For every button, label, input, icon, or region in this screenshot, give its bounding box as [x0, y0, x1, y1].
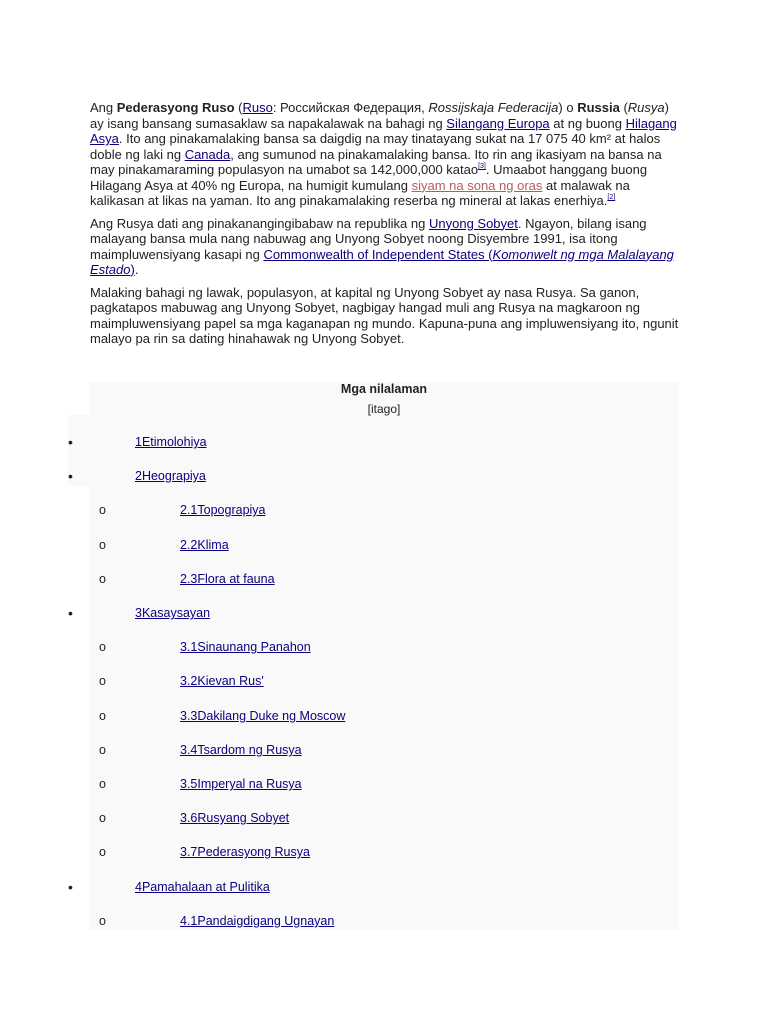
footnote-3[interactable]	[478, 163, 486, 170]
text: (	[234, 100, 243, 115]
text: (	[619, 100, 628, 115]
toc-title: Mga nilalaman	[340, 382, 428, 396]
circle-bullet-icon: o	[99, 640, 106, 654]
toc-entry[interactable]	[180, 914, 334, 928]
toc-entry[interactable]	[135, 880, 270, 894]
circle-bullet-icon: o	[99, 914, 106, 928]
text: ) o	[558, 100, 578, 115]
footnote-link-2[interactable]: [2]	[607, 194, 616, 201]
bullet-icon: •	[68, 879, 73, 895]
toc-number: 3.7	[180, 845, 198, 859]
circle-bullet-icon: o	[99, 709, 106, 723]
toc-link[interactable]	[135, 435, 207, 449]
toc-number: 1	[135, 435, 142, 449]
link-hilagang-asya[interactable]: Hilagang Asya	[90, 115, 677, 146]
toc-entry[interactable]	[180, 572, 275, 586]
toc-link[interactable]	[135, 880, 270, 894]
toc-label: Imperyal na Rusya	[197, 777, 302, 791]
toc-label: Topograpiya	[197, 503, 266, 517]
circle-bullet-icon: o	[99, 743, 106, 757]
toc-entry[interactable]	[180, 640, 311, 654]
bold-title: Pederasyong Ruso	[116, 100, 235, 115]
text: . Umaabot hanggang buong Hilagang Asya at 40% ng Europa, na humigit kumulang	[90, 162, 648, 193]
toc-link[interactable]	[180, 845, 310, 859]
text: at ng buong	[549, 115, 626, 131]
toc-entry[interactable]	[180, 811, 289, 825]
toc-label: Sinaunang Panahon	[197, 640, 311, 654]
toc-entry[interactable]	[135, 469, 206, 483]
toc-number: 3.6	[180, 811, 198, 825]
italic-rusya: Rusya	[627, 100, 665, 115]
link-canada[interactable]: Canada	[184, 146, 231, 162]
circle-bullet-icon: o	[99, 777, 106, 791]
toc-label: Pederasyong Rusya	[197, 845, 310, 859]
toc-label: Flora at fauna	[197, 572, 275, 586]
toc-number: 4	[135, 880, 142, 894]
toc-link[interactable]	[135, 606, 210, 620]
toc-link[interactable]	[180, 674, 264, 688]
intro-paragraph	[90, 100, 680, 209]
article-body	[90, 100, 680, 354]
toc-entry[interactable]	[180, 503, 266, 517]
footnote-2[interactable]	[607, 194, 615, 201]
toc-entry[interactable]	[180, 743, 302, 757]
text: at malawak na kalikasan at likas na yaman. Ito ang pinakamalaking reserba ng mineral at lakas enerhiya.	[90, 177, 630, 208]
toc-link[interactable]	[180, 709, 345, 723]
bullet-icon: •	[68, 434, 73, 450]
link-text-italic: Komonwelt ng mga Malalayang Estado	[90, 246, 674, 277]
toc-label: Tsardom ng Rusya	[197, 743, 302, 757]
toc-link[interactable]	[180, 777, 302, 791]
toc-label: Pamahalaan at Pulitika	[141, 880, 270, 894]
toc-number: 3.3	[180, 709, 198, 723]
circle-bullet-icon: o	[99, 572, 106, 586]
link-text: Commonwealth of Independent States (	[263, 246, 493, 262]
second-paragraph	[90, 216, 680, 278]
toc-link[interactable]	[180, 503, 266, 517]
toc-number: 2	[135, 469, 142, 483]
toc-label: Pandaigdigang Ugnayan	[197, 914, 335, 928]
toc-number: 3	[135, 606, 142, 620]
italic-name: Rossijskaja Federacija	[428, 100, 559, 115]
toc-label: Heograpiya	[141, 469, 206, 483]
circle-bullet-icon: o	[99, 674, 106, 688]
circle-bullet-icon: o	[99, 503, 106, 517]
footnote-link-3[interactable]: [3]	[478, 163, 486, 170]
text: ) ay isang bansang sumasaklaw sa napakalawak na bahagi ng	[90, 100, 669, 131]
toc-entry[interactable]	[180, 674, 264, 688]
text: .	[134, 262, 139, 277]
link-silangang-europa[interactable]: Silangang Europa	[446, 115, 550, 131]
link-text: )	[130, 262, 135, 277]
toc-link[interactable]	[180, 572, 275, 586]
toc-entry[interactable]	[135, 435, 207, 449]
toc-link[interactable]	[180, 743, 302, 757]
toc-number: 2.3	[180, 572, 198, 586]
toc-label: Kasaysayan	[141, 606, 211, 620]
link-unyong-sobyet[interactable]: Unyong Sobyet	[428, 215, 518, 231]
third-paragraph: Malaking bahagi ng lawak, populasyon, at kapital ng Unyong Sobyet ay nasa Rusya. Sa ganon, pagkatapos mabuwag ang Unyong Sobyet, nagbigay hangad muli ang Rusya na magkaroon ng maimpluwensiyang papel sa mga kaganapan ng mundo. Kapuna-puna ang impluwensiyang ito, ngunit malayo pa rin sa dating hinahawak ng Unyong Sobyet.	[90, 284, 679, 346]
bullet-icon: •	[68, 605, 73, 621]
toc-toggle[interactable]: [itago]	[367, 402, 401, 416]
bold-russia: Russia	[577, 100, 620, 115]
toc-link[interactable]	[180, 538, 229, 552]
link-ruso[interactable]: Ruso	[242, 100, 273, 115]
toc-number: 2.2	[180, 538, 198, 552]
toc-number: 3.2	[180, 674, 198, 688]
text: . Ngayon, bilang isang malayang bansa mula nang nabuwag ang Unyong Sobyet noong Disyembre 1991, isa itong maimpluwensiyang kasapi ng	[90, 215, 647, 262]
toc-entry[interactable]	[180, 538, 229, 552]
toc-number: 4.1	[180, 914, 198, 928]
toc-entry[interactable]	[180, 845, 310, 859]
bullet-icon: •	[68, 468, 73, 484]
text: . Ito ang pinakamalaking bansa sa daigdig na may tinatayang sukat na 17 075 40 km² at halos doble ng laki ng	[90, 131, 661, 162]
text: Ang	[90, 100, 117, 115]
circle-bullet-icon: o	[99, 811, 106, 825]
toc-number: 3.1	[180, 640, 198, 654]
text: : Российская Федерация,	[272, 100, 429, 115]
text: , ang sumunod na pinakamalaking bansa. Ito rin ang ikasiyam na bansa na may pinakamaraming populasyon na umabot sa 142,000,000 katao	[90, 146, 662, 177]
circle-bullet-icon: o	[99, 538, 106, 552]
toc-link[interactable]	[135, 469, 206, 483]
toc-label: Dakilang Duke ng Moscow	[197, 709, 346, 723]
circle-bullet-icon: o	[99, 845, 106, 859]
toc-label: Klima	[197, 538, 229, 552]
toc-entry[interactable]	[180, 709, 345, 723]
link-siyam-na-sona[interactable]: siyam na sona ng oras	[411, 177, 543, 193]
toc-link[interactable]	[180, 640, 311, 654]
text: Ang Rusya dati ang pinakanangingibabaw na republika ng	[90, 215, 429, 231]
toc-entry[interactable]	[135, 606, 210, 620]
toc-label: Rusyang Sobyet	[197, 811, 290, 825]
toc-label: Etimolohiya	[141, 435, 207, 449]
toc-number: 3.5	[180, 777, 198, 791]
toc-link[interactable]	[180, 811, 289, 825]
toc-label: Kievan Rus'	[197, 674, 264, 688]
toc-link[interactable]	[180, 914, 334, 928]
toc-entry[interactable]	[180, 777, 302, 791]
toc-number: 2.1	[180, 503, 198, 517]
toc-number: 3.4	[180, 743, 198, 757]
